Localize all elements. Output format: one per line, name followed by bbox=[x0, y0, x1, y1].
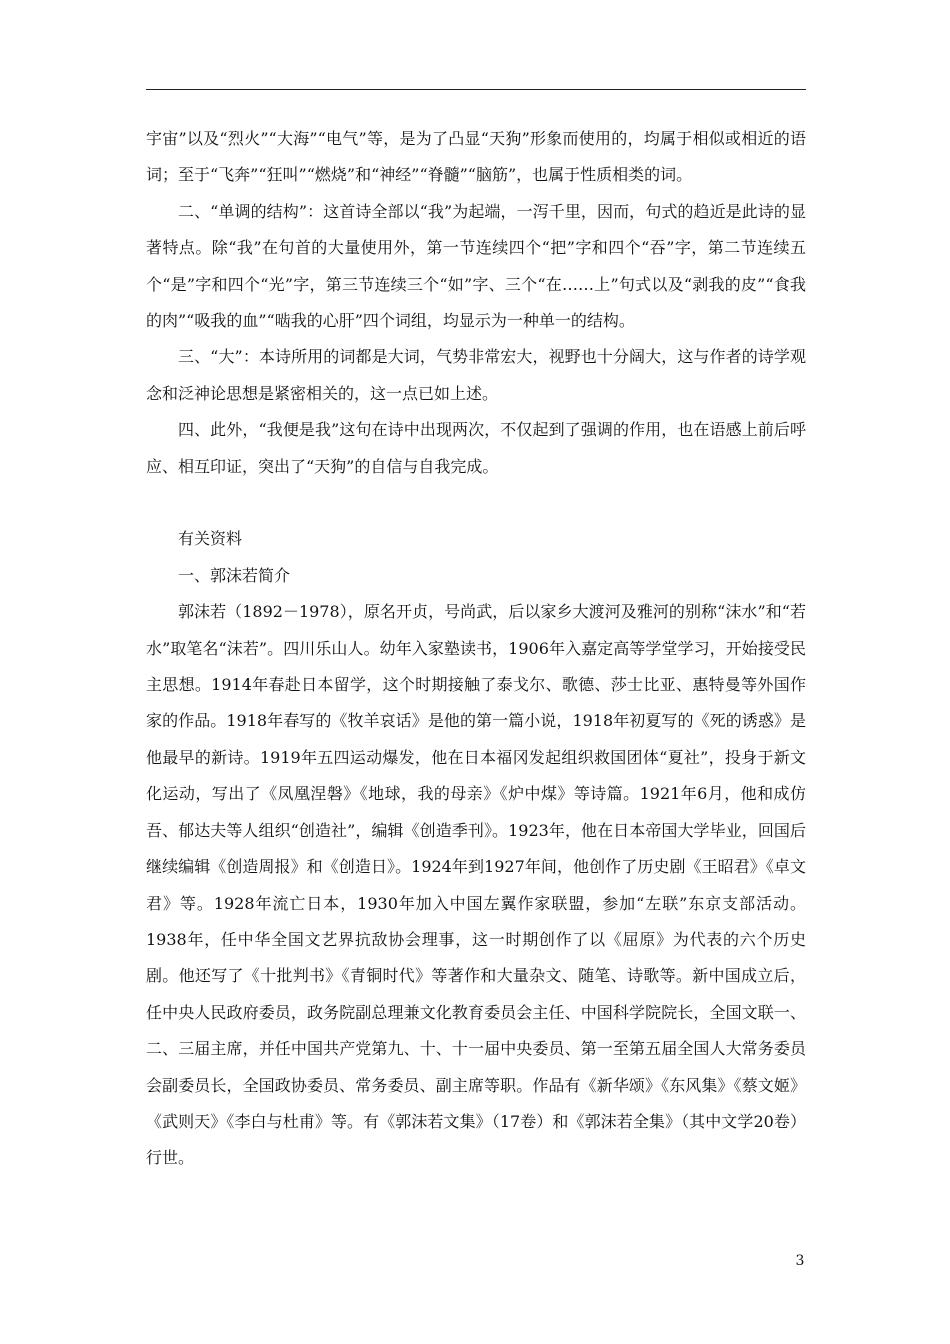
subsection-title: 一、郭沫若简介 bbox=[178, 565, 291, 585]
biography-paragraph: 郭沫若（1892－1978），原名开贞，号尚武，后以家乡大渡河及雅河的别称“沫水”和“若水”取笔名“沫若”。四川乐山人。幼年入家塾读书，1906年入嘉定高等学堂学习，开始接受民主思想。1914年春赴日本留学，这个时期接触了泰戈尔、歌德、莎士比亚、惠特曼等外国作家的作品。1918年春写的《牧羊哀话》是他的第一篇小说，1918年初夏写的《死的诱惑》是他最早的新诗。1919年五四运动爆发，他在日本福冈发起组织救国团体“夏社”，投身于新文化运动，写出了《凤凰涅磐》《地球，我的母亲》《炉中煤》等诗篇。1921年6月，他和成仿吾、郁达夫等人组织“创造社”，编辑《创造季刊》。1923年，他在日本帝国大学毕业，回国后继续编辑《创造周报》和《创造日》。1924年到1927年间，他创作了历史剧《王昭君》《卓文君》等。1928年流亡日本，1930年加入中国左翼作家联盟，参加“左联”东京支部活动。1938年，任中华全国文艺界抗敌协会理事，这一时期创作了以《屈原》为代表的六个历史剧。他还写了《十批判书》《青铜时代》等著作和大量杂文、随笔、诗歌等。新中国成立后，任中央人民政府委员，政务院副总理兼文化教育委员会主任、中国科学院院长，全国文联一、二、三届主席，并任中国共产党第九、十、十一届中央委员、第一至第五届全国人大常务委员会副委员长，全国政协委员、常务委员、副主席等职。作品有《新华颂》《东风集》《蔡文姬》《武则天》《李白与杜甫》等。有《郭沫若文集》（17卷）和《郭沫若全集》（其中文学20卷）行世。 bbox=[146, 602, 806, 1168]
paragraph-big: 三、“大”：本诗所用的词都是大词，气势非常宏大，视野也十分阔大，这与作者的诗学观念和泛神论思想是紧密相关的，这一点已如上述。 bbox=[146, 347, 806, 403]
section-title: 有关资料 bbox=[178, 529, 243, 549]
section-spacer bbox=[146, 485, 806, 521]
paragraph-other: 四、此外，“我便是我”这句在诗中出现两次，不仅起到了强调的作用，也在语感上前后呼应、相互印证，突出了“天狗”的自信与自我完成。 bbox=[146, 420, 806, 476]
page-number: 3 bbox=[795, 1253, 805, 1269]
paragraph-structure: 二、“单调的结构”：这首诗全部以“我”为起端，一泻千里，因而，句式的趋近是此诗的显著特点。除“我”在句首的大量使用外，第一节连续四个“把”字和四个“吞”字，第二节连续五个“是”字和四个“光”字，第三节连续三个“如”字、三个“在……上”句式以及“剥我的皮”“食我的肉”“吸我的血”“啮我的心肝”四个词组，均显示为一种单一的结构。 bbox=[146, 201, 806, 331]
paragraph-continuation: 宇宙”以及“烈火”“大海”“电气”等，是为了凸显“天狗”形象而使用的，均属于相似或相近的语词；至于“飞奔”“狂叫”“燃烧”和“神经”“脊髓”“脑筋”，也属于性质相类的词。 bbox=[146, 129, 806, 185]
header-rule bbox=[146, 89, 806, 90]
document-body bbox=[146, 121, 806, 1177]
